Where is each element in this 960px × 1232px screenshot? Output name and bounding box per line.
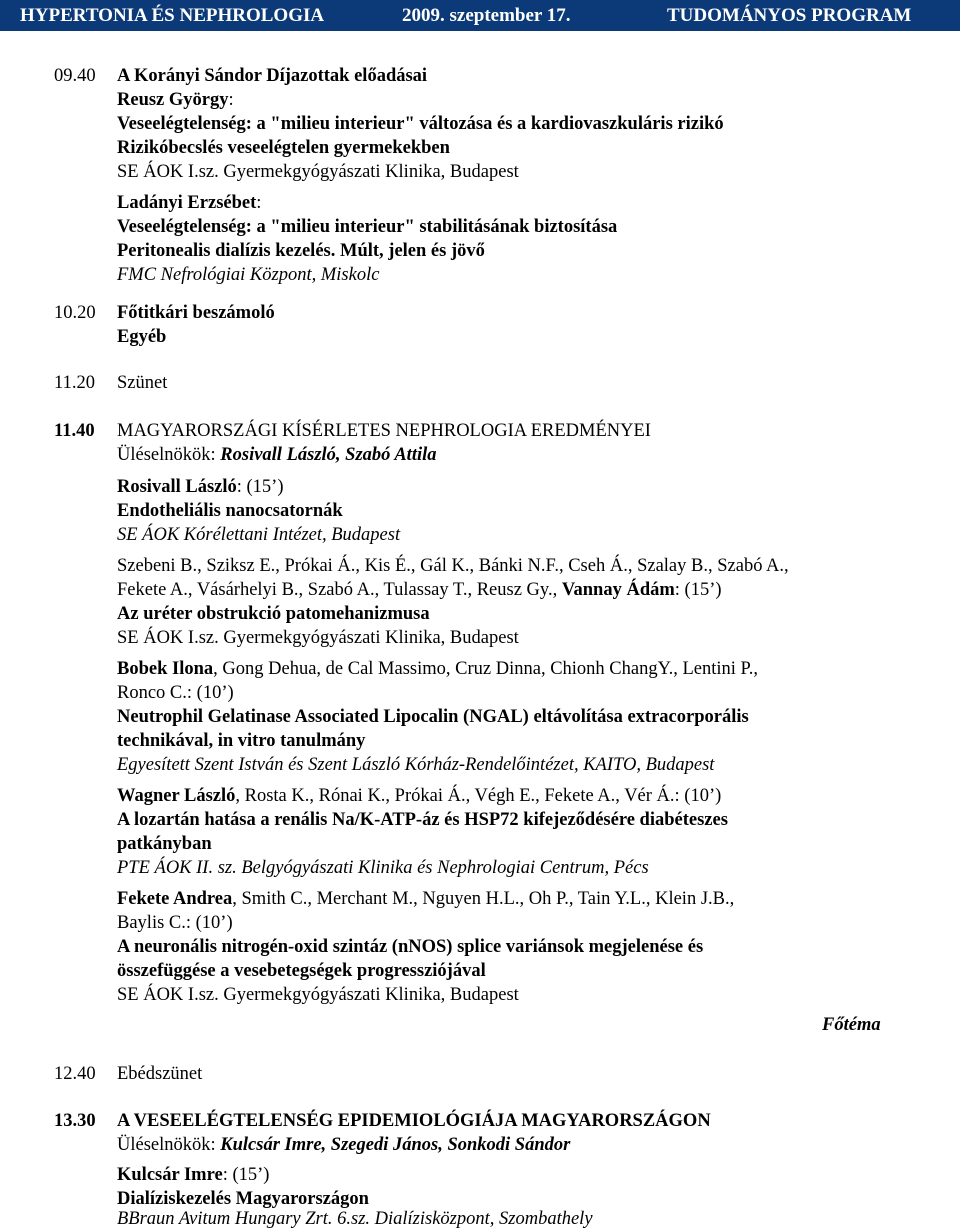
author-list <box>117 579 722 603</box>
session-title: A VESEELÉGTELENSÉG EPIDEMIOLÓGIÁJA MAGYARORSZÁGON <box>117 1111 711 1131</box>
talk-title: Veseelégtelenség: a "milieu interieur" változása és a kardiovaszkuláris rizikó <box>117 114 724 134</box>
chairs-label: Üléselnökök: <box>117 445 221 465</box>
talk-duration: : (15’) <box>674 580 722 600</box>
session-title: MAGYARORSZÁGI KÍSÉRLETES NEPHROLOGIA EREDMÉNYEI <box>117 421 651 441</box>
presenter <box>117 476 284 500</box>
author-list: Baylis C.: (10’) <box>117 913 233 933</box>
institution: Egyesített Szent István és Szent László Kórház-Rendelőintézet, KAITO, Budapest <box>117 755 715 775</box>
talk-title: Dialíziskezelés Magyarországon <box>117 1189 369 1209</box>
presenter-name: Reusz György <box>117 90 229 110</box>
session-time: 11.40 <box>54 421 95 441</box>
presenter-name: Fekete Andrea <box>117 889 233 909</box>
talk-duration: : (15’) <box>222 1165 270 1185</box>
talk-title: A lozartán hatása a renális Na/K-ATP-áz és HSP72 kifejeződésére diabéteszes <box>117 810 728 830</box>
presenter-name: Vannay Ádám <box>561 580 675 600</box>
talk-title: Az uréter obstrukció patomehanizmusa <box>117 604 430 624</box>
presenter <box>117 1164 269 1188</box>
institution: PTE ÁOK II. sz. Belgyógyászati Klinika és Nephrologiai Centrum, Pécs <box>117 858 649 878</box>
talk-title: Endotheliális nanocsatornák <box>117 501 343 521</box>
presenter: Ladányi Erzsébet: <box>117 193 262 213</box>
author-list: Szebeni B., Sziksz E., Prókai Á., Kis É., Gál K., Bánki N.F., Cseh Á., Szalay B., Szabó A., <box>117 556 789 576</box>
chairs-names: Rosivall László, Szabó Attila <box>220 445 437 465</box>
session-title: Főtitkári beszámoló <box>117 303 275 323</box>
session-title: Ebédszünet <box>117 1064 203 1084</box>
coauthors: Fekete A., Vásárhelyi B., Szabó A., Tulassay T., Reusz Gy., <box>117 580 562 600</box>
institution: SE ÁOK I.sz. Gyermekgyógyászati Klinika, Budapest <box>117 985 519 1005</box>
author-list <box>117 785 721 809</box>
session-time: 13.30 <box>54 1111 96 1131</box>
author-list <box>117 658 758 682</box>
talk-title: Veseelégtelenség: a "milieu interieur" stabilitásának biztosítása <box>117 217 618 237</box>
talk-title: Rizikóbecslés veseelégtelen gyermekekben <box>117 138 450 158</box>
session-title: Szünet <box>117 373 168 393</box>
presenter-name: Rosivall László <box>117 477 237 497</box>
institution: SE ÁOK I.sz. Gyermekgyógyászati Klinika, Budapest <box>117 162 519 182</box>
institution: SE ÁOK Kórélettani Intézet, Budapest <box>117 525 401 545</box>
author-list: Ronco C.: (10’) <box>117 683 234 703</box>
session-time: 10.20 <box>54 303 96 323</box>
coauthors: , Gong Dehua, de Cal Massimo, Cruz Dinna, Chionh ChangY., Lentini P., <box>213 659 758 679</box>
session-time: 09.40 <box>54 66 96 86</box>
session-subtitle: Egyéb <box>117 327 167 347</box>
institution: SE ÁOK I.sz. Gyermekgyógyászati Klinika, Budapest <box>117 628 519 648</box>
session-time: 12.40 <box>54 1064 96 1084</box>
presenter-name: Bobek Ilona <box>117 659 214 679</box>
talk-title: összefüggése a vesebetegségek progressziójával <box>117 961 486 981</box>
header-program: TUDOMÁNYOS PROGRAM <box>667 5 912 26</box>
talk-title: A neuronális nitrogén-oxid szintáz (nNOS) splice variánsok megjelenése és <box>117 937 704 957</box>
presenter-name: Ladányi Erzsébet <box>117 193 257 213</box>
session-chairs <box>117 444 437 468</box>
header-date: 2009. szeptember 17. <box>402 5 571 26</box>
coauthors: , Smith C., Merchant M., Nguyen H.L., Oh P., Tain Y.L., Klein J.B., <box>232 889 735 909</box>
talk-title: patkányban <box>117 834 212 854</box>
page-header <box>0 0 960 31</box>
talk-title: Neutrophil Gelatinase Associated Lipocalin (NGAL) eltávolítása extracorporális <box>117 707 749 727</box>
author-list <box>117 888 734 912</box>
presenter-name: Wagner László <box>117 786 236 806</box>
institution: FMC Nefrológiai Központ, Miskolc <box>117 265 380 285</box>
presenter: Reusz György: <box>117 90 234 110</box>
chairs-names: Kulcsár Imre, Szegedi János, Sonkodi Sándor <box>220 1135 571 1155</box>
coauthors: , Rosta K., Rónai K., Prókai Á., Végh E., Fekete A., Vér Á.: (10’) <box>235 786 722 806</box>
session-time: 11.20 <box>54 373 95 393</box>
talk-title: technikával, in vitro tanulmány <box>117 731 366 751</box>
session-title: A Korányi Sándor Díjazottak előadásai <box>117 66 428 86</box>
presenter-name: Kulcsár Imre <box>117 1165 223 1185</box>
main-topic-label: Főtéma <box>822 1015 881 1035</box>
header-journal: HYPERTONIA ÉS NEPHROLOGIA <box>20 5 325 26</box>
chairs-label: Üléselnökök: <box>117 1135 221 1155</box>
talk-title: Peritonealis dialízis kezelés. Múlt, jelen és jövő <box>117 241 485 261</box>
talk-duration: : (15’) <box>236 477 284 497</box>
session-chairs <box>117 1134 570 1158</box>
institution: BBraun Avitum Hungary Zrt. 6.sz. Dialízisközpont, Szombathely <box>117 1209 593 1229</box>
